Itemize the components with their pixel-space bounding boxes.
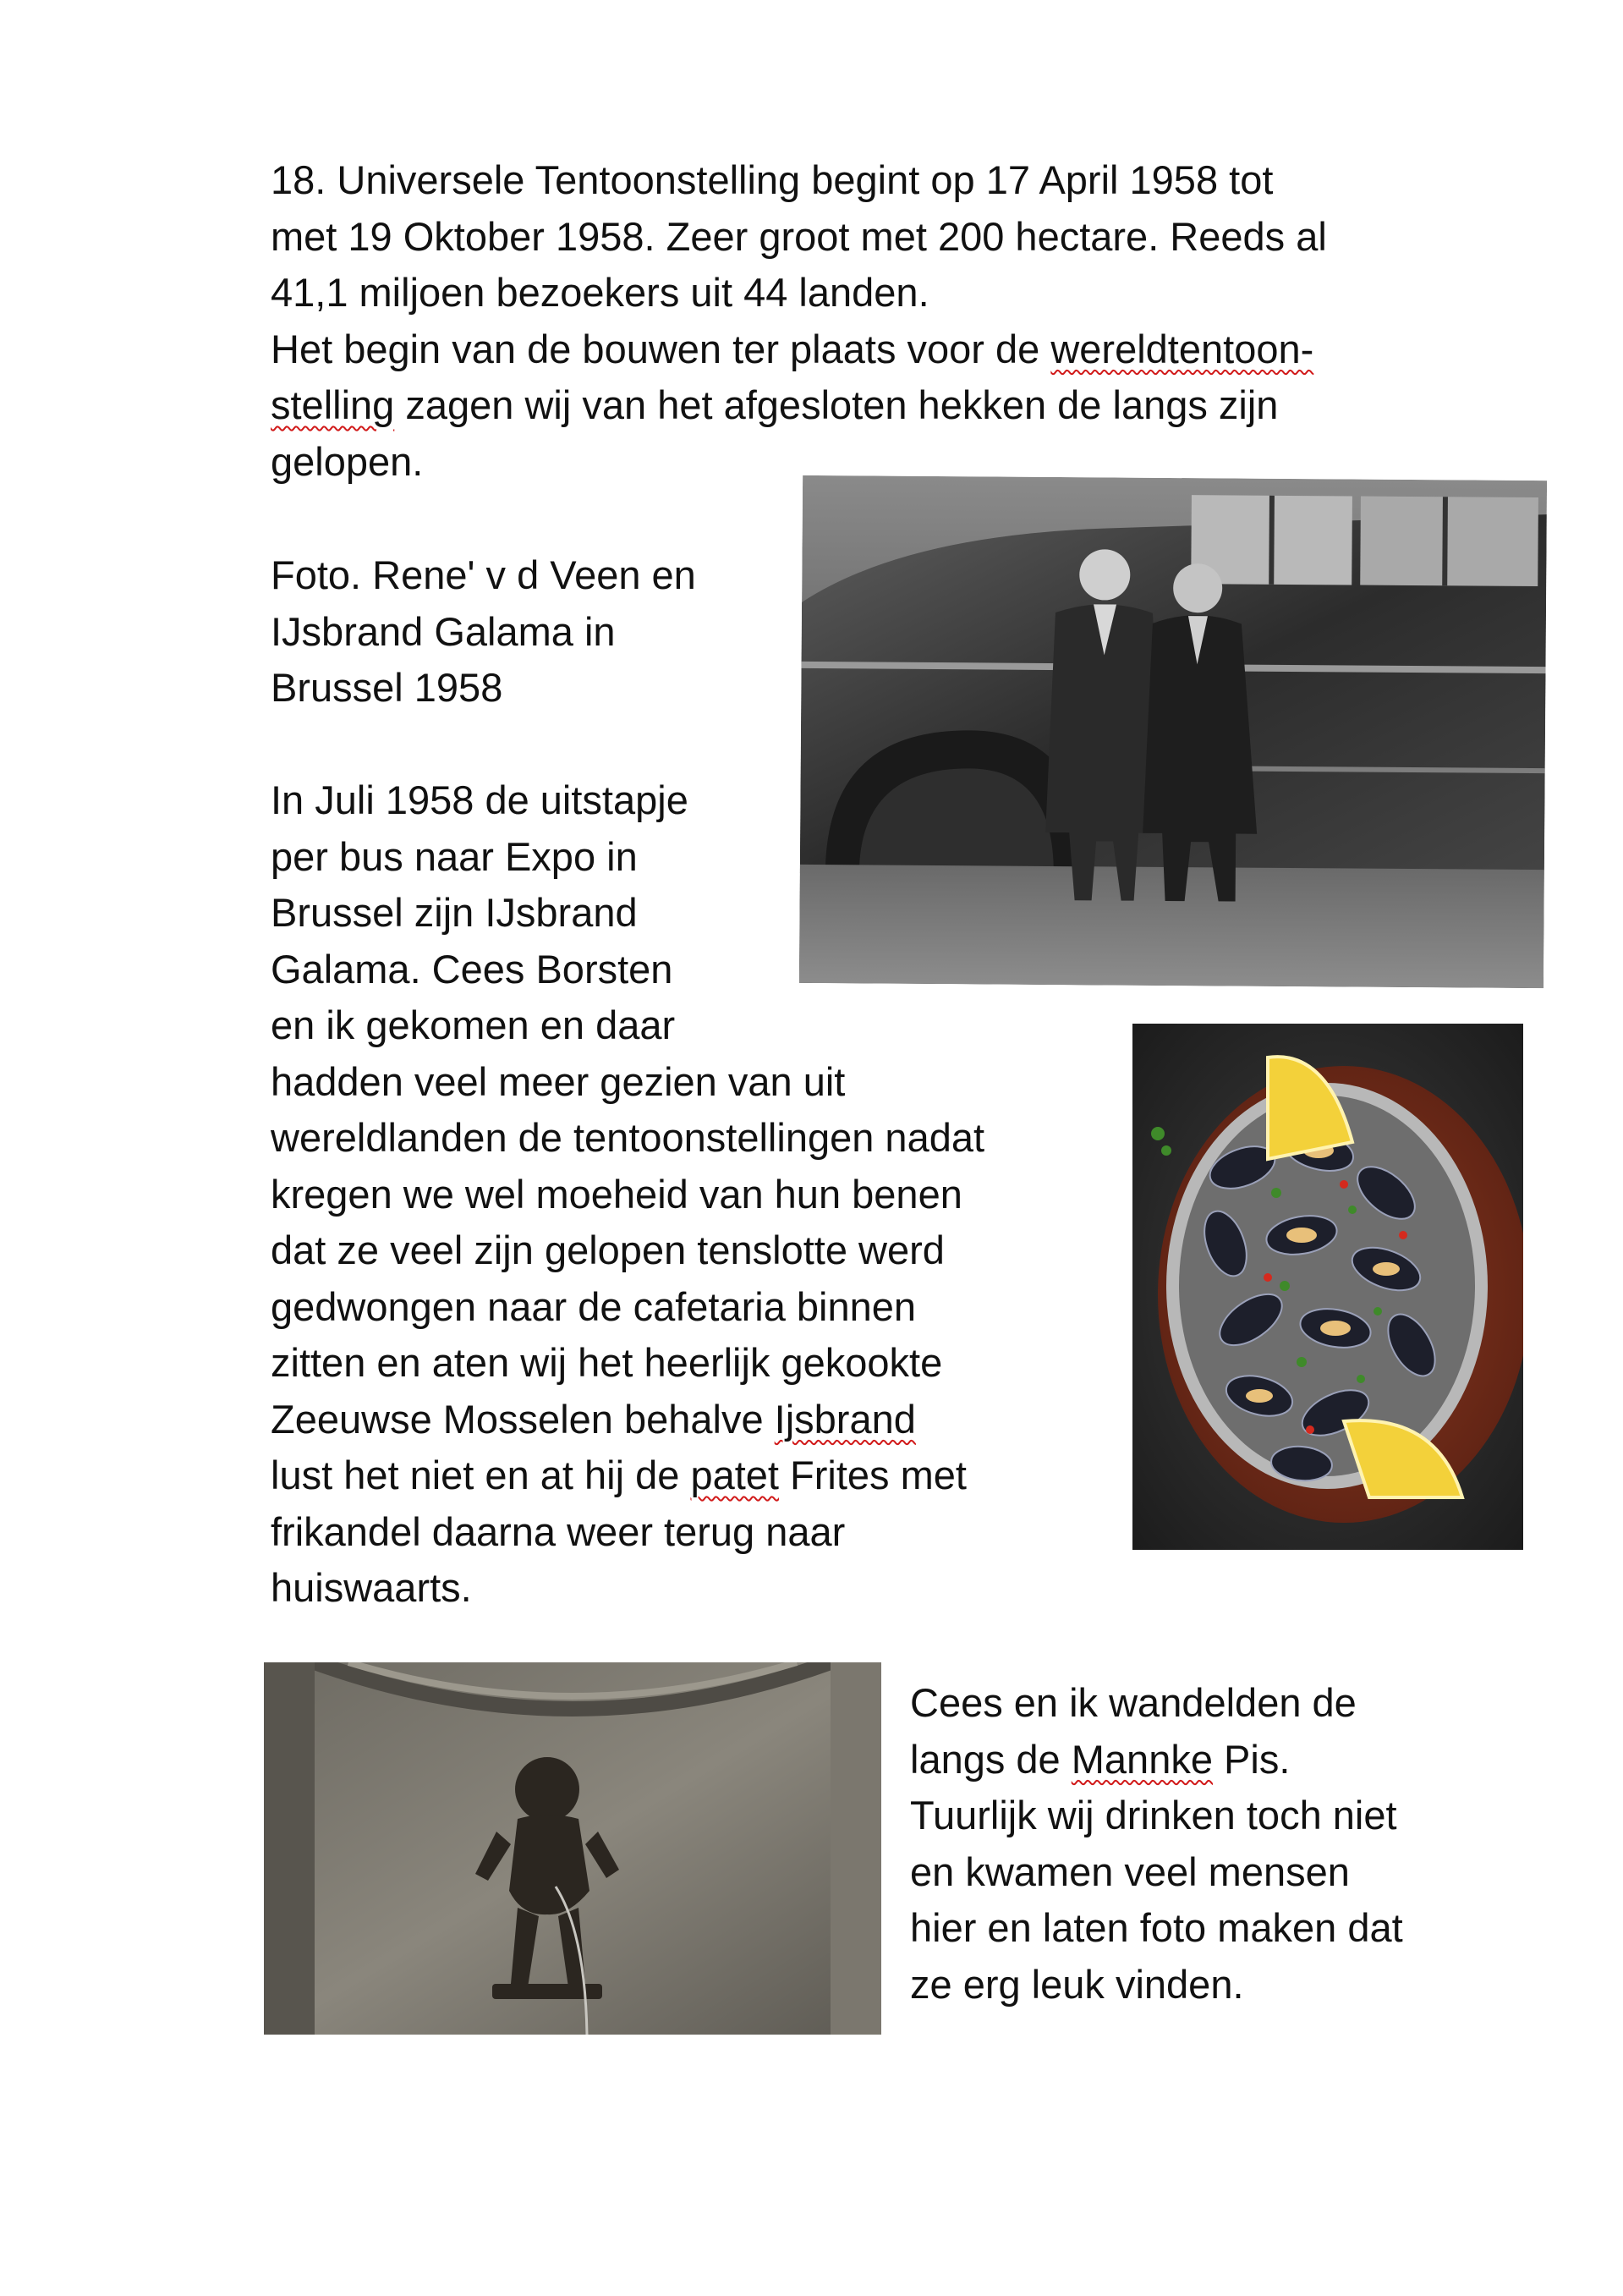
misspelled-word[interactable]: stelling	[271, 382, 395, 427]
trip-line: kregen we wel moeheid van hun benen	[271, 1171, 962, 1217]
walk-line: en kwamen veel mensen	[910, 1848, 1350, 1894]
misspelled-word[interactable]: wereldtentoon-	[1050, 326, 1314, 371]
caption-line: Foto. Rene' v d Veen en	[271, 552, 696, 597]
trip-line: dat ze veel zijn gelopen tenslotte werd	[271, 1228, 945, 1272]
intro-line: 41,1 miljoen bezoekers uit 44 landen.	[271, 270, 929, 315]
walk-line	[910, 1732, 1403, 1788]
walk-text: langs de	[910, 1736, 1072, 1782]
trip-line	[271, 1392, 984, 1448]
trip-text: Zeeuwse Mosselen behalve	[271, 1396, 775, 1442]
trip-line: Brussel zijn IJsbrand	[271, 890, 638, 935]
trip-line: zitten en aten wij het heerlijk gekookte	[271, 1340, 943, 1385]
caption-line: Brussel 1958	[271, 665, 503, 710]
intro-paragraph	[271, 152, 1327, 490]
bus-photo	[799, 475, 1547, 988]
trip-line: huiswaarts.	[271, 1565, 472, 1610]
trip-line: per bus naar Expo in	[271, 833, 638, 879]
intro-text: zagen wij van het afgesloten hekken de langs zijn	[394, 382, 1279, 427]
trip-line: frikandel daarna weer terug naar	[271, 1508, 846, 1554]
trip-line: wereldlanden de tentoonstellingen nadat	[271, 1115, 985, 1160]
intro-text: Het begin van de bouwen ter plaats voor de	[271, 326, 1051, 371]
misspelled-word[interactable]: Mannke	[1071, 1736, 1213, 1782]
caption-line: IJsbrand Galama in	[271, 608, 616, 654]
intro-line: met 19 Oktober 1958. Zeer groot met 200 hectare. Reeds al	[271, 213, 1327, 259]
walk-line: Tuurlijk wij drinken toch niet	[910, 1793, 1397, 1837]
intro-line: 18. Universele Tentoonstelling begint op 17 April 1958 tot	[271, 157, 1274, 202]
mussels-photo	[1132, 1024, 1523, 1550]
intro-line	[271, 377, 1327, 434]
trip-line: In Juli 1958 de uitstapje	[271, 777, 688, 822]
manneken-pis-photo	[264, 1662, 881, 2035]
trip-text: lust het niet en at hij de	[271, 1453, 691, 1497]
walk-line: ze erg leuk vinden.	[910, 1961, 1244, 2007]
photo-caption	[271, 547, 696, 717]
trip-line	[271, 1447, 984, 1504]
trip-text: Frites met	[778, 1453, 967, 1497]
trip-line: gedwongen naar de cafetaria binnen	[271, 1283, 917, 1329]
trip-line: Galama. Cees Borsten	[271, 946, 673, 991]
walk-line: hier en laten foto maken dat	[910, 1905, 1403, 1950]
intro-line: gelopen.	[271, 438, 424, 484]
walk-line: Cees en ik wandelden de	[910, 1680, 1357, 1725]
misspelled-word[interactable]: patet	[690, 1453, 779, 1497]
trip-line: en ik gekomen en daar	[271, 1002, 676, 1047]
misspelled-word[interactable]: Ijsbrand	[774, 1396, 916, 1442]
walk-paragraph	[910, 1675, 1403, 2013]
intro-line	[271, 321, 1327, 378]
walk-text: Pis.	[1212, 1736, 1291, 1782]
trip-line: hadden veel meer gezien van uit	[271, 1058, 846, 1104]
